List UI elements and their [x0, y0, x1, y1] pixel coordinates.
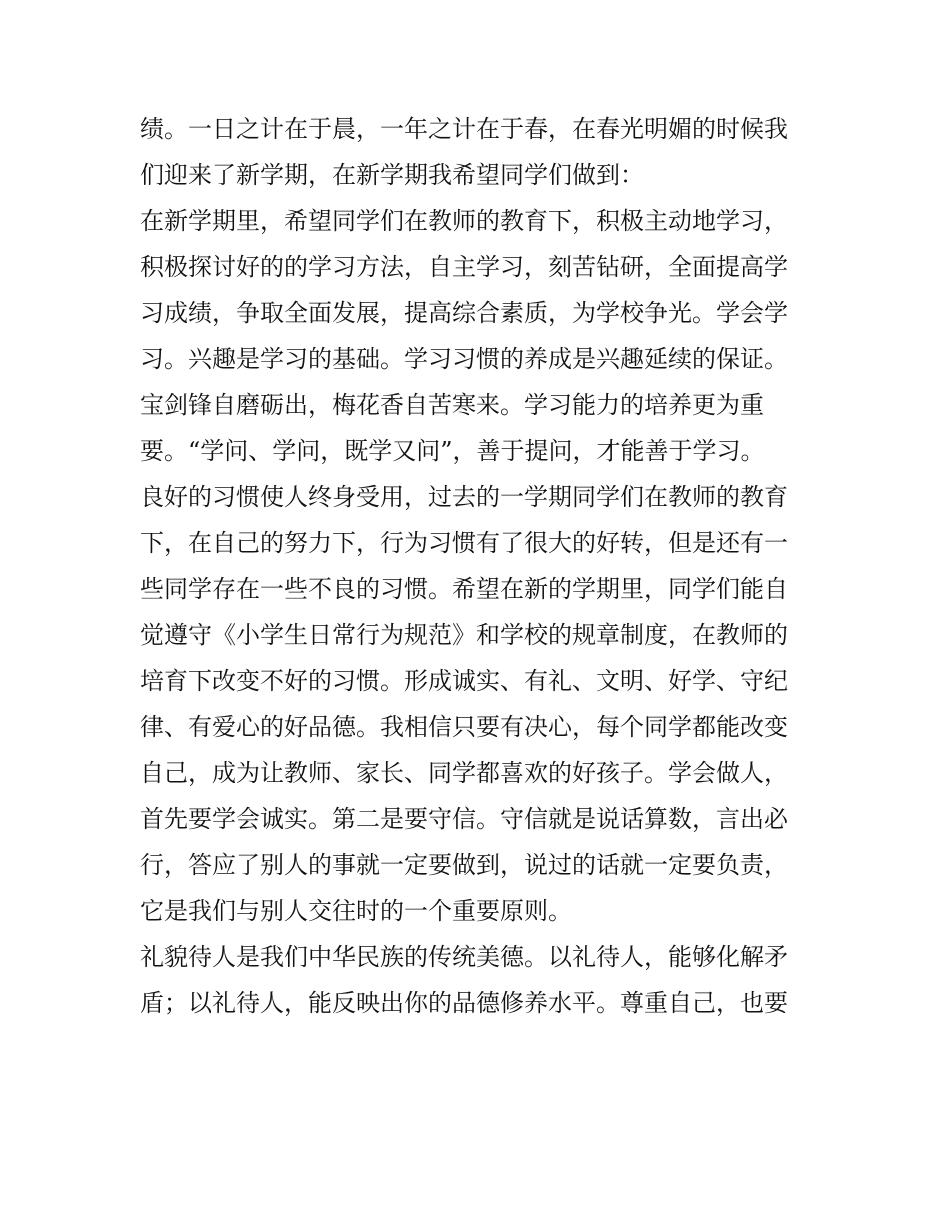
text-line: 它是我们与别人交往时的一个重要原则。	[140, 897, 572, 925]
text-line: 在新学期里，希望同学们在教师的教育下，积极主动地学习，	[140, 207, 788, 235]
text-line: 要。“学问、学问，既学又问”，善于提问，才能善于学习。	[140, 437, 765, 465]
text-line: 律、有爱心的好品德。我相信只要有决心，每个同学都能改变	[140, 713, 788, 741]
text-line: 们迎来了新学期，在新学期我希望同学们做到：	[140, 161, 644, 189]
text-line: 些同学存在一些不良的习惯。希望在新的学期里，同学们能自	[140, 575, 788, 603]
text-line: 礼貌待人是我们中华民族的传统美德。以礼待人，能够化解矛	[140, 943, 788, 971]
text-line: 首先要学会诚实。第二是要守信。守信就是说话算数，言出必	[140, 805, 788, 833]
text-line: 习成绩，争取全面发展，提高综合素质，为学校争光。学会学	[140, 299, 788, 327]
text-line: 习。兴趣是学习的基础。学习习惯的养成是兴趣延续的保证。	[140, 345, 788, 373]
text-line: 积极探讨好的的学习方法，自主学习，刻苦钻研，全面提高学	[140, 253, 788, 281]
text-line: 宝剑锋自磨砺出，梅花香自苦寒来。学习能力的培养更为重	[140, 391, 764, 419]
text-line: 自己，成为让教师、家长、同学都喜欢的好孩子。学会做人，	[140, 759, 788, 787]
text-line: 良好的习惯使人终身受用，过去的一学期同学们在教师的教育	[140, 483, 788, 511]
text-line: 培育下改变不好的习惯。形成诚实、有礼、文明、好学、守纪	[140, 667, 788, 695]
text-line: 行，答应了别人的事就一定要做到，说过的话就一定要负责，	[140, 851, 788, 879]
text-line: 绩。一日之计在于晨，一年之计在于春，在春光明媚的时候我	[140, 115, 788, 143]
body-text	[140, 106, 820, 1026]
text-line: 下，在自己的努力下，行为习惯有了很大的好转，但是还有一	[140, 529, 788, 557]
text-line: 盾；以礼待人，能反映出你的品德修养水平。尊重自己，也要	[140, 989, 788, 1017]
text-line: 觉遵守《小学生日常行为规范》和学校的规章制度，在教师的	[140, 621, 788, 649]
